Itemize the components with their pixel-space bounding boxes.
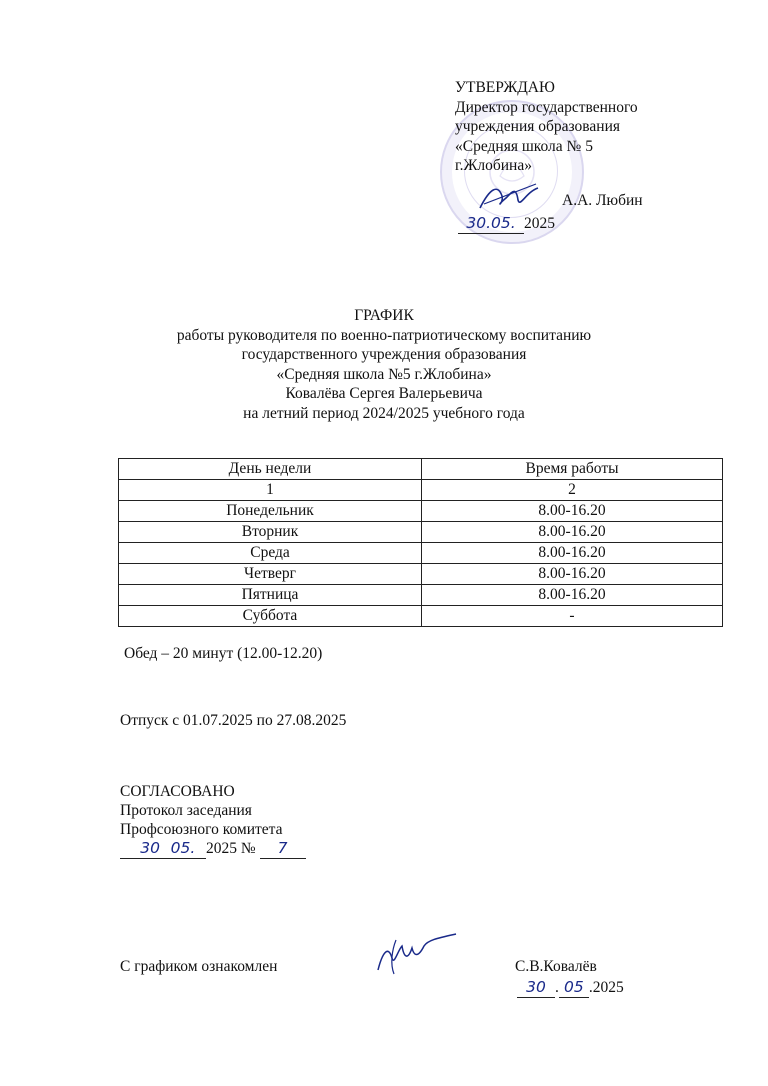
day-cell: Вторник <box>119 522 422 543</box>
lunch-note: Обед – 20 минут (12.00-12.20) <box>124 645 323 662</box>
acquainted-name: С.В.Ковалёв <box>515 958 597 975</box>
title-line3: «Средняя школа №5 г.Жлобина» <box>276 365 492 383</box>
agreed-date <box>120 839 306 859</box>
column-number-2: 2 <box>422 480 723 501</box>
agreed-date-day: 30 <box>120 839 160 859</box>
agreed-heading: СОГЛАСОВАНО <box>120 783 235 800</box>
time-cell: 8.00-16.20 <box>422 501 723 522</box>
agreed-block <box>120 782 306 859</box>
table-row <box>119 501 723 522</box>
document-heading: ГРАФИК <box>354 307 414 324</box>
day-cell: Среда <box>119 543 422 564</box>
title-line2: государственного учреждения образования <box>241 346 527 363</box>
day-cell: Четверг <box>119 564 422 585</box>
title-line1: работы руководителя по военно-патриотическому воспитанию <box>176 326 592 344</box>
title-line4: Ковалёва Сергея Валерьевича <box>285 385 483 402</box>
approval-org-line2: г.Жлобина» <box>455 157 532 174</box>
header-time: Время работы <box>422 459 723 480</box>
acquainted-date-month: 05 <box>559 978 589 998</box>
column-number-1: 1 <box>119 480 422 501</box>
header-day: День недели <box>119 459 422 480</box>
employee-signature <box>372 930 462 978</box>
director-signature <box>476 178 546 218</box>
acquainted-date-day: 30 <box>517 978 555 998</box>
document-title-block <box>0 306 768 423</box>
approval-position-line2: учреждения образования <box>455 118 621 135</box>
approval-date-handwritten: 30.05. <box>458 214 524 234</box>
acquainted-date-year: 2025 <box>592 979 624 996</box>
approval-org-line1: «Средняя школа № 5 <box>455 137 593 155</box>
time-cell: 8.00-16.20 <box>422 543 723 564</box>
acquainted-label: С графиком ознакомлен <box>120 958 278 975</box>
agreed-date-year: 2025 № <box>206 840 256 857</box>
day-cell: Пятница <box>119 585 422 606</box>
table-number-row <box>119 480 723 501</box>
approval-signer: А.А. Любин <box>562 192 643 209</box>
table-row <box>119 606 723 627</box>
agreed-line2: Профсоюзного комитета <box>120 821 283 838</box>
table-row <box>119 543 723 564</box>
time-cell: - <box>422 606 723 627</box>
approval-date <box>458 214 555 234</box>
approval-date-year: 2025 <box>524 215 555 232</box>
vacation-note: Отпуск с 01.07.2025 по 27.08.2025 <box>120 712 347 729</box>
day-cell: Суббота <box>119 606 422 627</box>
day-cell: Понедельник <box>119 501 422 522</box>
table-row <box>119 585 723 606</box>
approval-block <box>455 78 638 176</box>
agreed-date-month: 05. <box>160 839 206 859</box>
protocol-number: 7 <box>260 839 306 859</box>
approval-position-line1: Директор государственного <box>455 98 638 116</box>
table-row <box>119 522 723 543</box>
acquainted-date: 30 . 05 .2025 <box>517 978 624 998</box>
agreed-line1: Протокол заседания <box>120 802 252 819</box>
table-row <box>119 564 723 585</box>
schedule-table <box>118 458 723 627</box>
time-cell: 8.00-16.20 <box>422 522 723 543</box>
table-header-row <box>119 459 723 480</box>
approval-heading: УТВЕРЖДАЮ <box>455 79 555 96</box>
title-line5: на летний период 2024/2025 учебного года <box>243 404 525 422</box>
time-cell: 8.00-16.20 <box>422 564 723 585</box>
time-cell: 8.00-16.20 <box>422 585 723 606</box>
